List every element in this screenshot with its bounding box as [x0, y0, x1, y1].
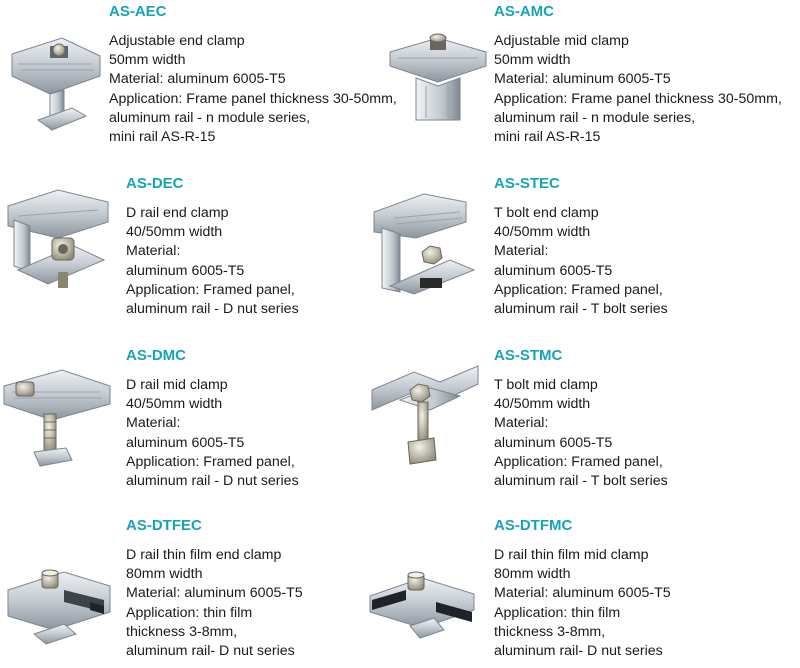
desc-line: Application: thin film [126, 604, 253, 621]
desc-line: aluminum rail - n module series, [109, 109, 311, 126]
desc-line: aluminum 6005-T5 [494, 262, 613, 279]
desc-line: aluminum rail - T bolt series [494, 473, 668, 490]
product-code: AS-STMC [494, 347, 563, 364]
product-code: AS-DMC [126, 347, 186, 364]
desc-line: aluminum rail - D nut series [126, 473, 299, 490]
product-code: AS-AMC [494, 3, 554, 20]
desc-line: Material: aluminum 6005-T5 [494, 71, 671, 88]
desc-line: mini rail AS-R-15 [494, 129, 601, 146]
product-description [494, 204, 668, 319]
desc-line: 40/50mm width [126, 396, 223, 413]
d-rail-mid-clamp-icon [2, 364, 114, 472]
desc-line: Adjustable end clamp [109, 33, 245, 49]
product-description [126, 546, 303, 661]
desc-line: Material: aluminum 6005-T5 [126, 585, 303, 602]
desc-line: D rail mid clamp [126, 377, 228, 393]
desc-line: aluminum rail - D nut series [126, 301, 299, 318]
desc-line: aluminum rail- D nut series [494, 643, 663, 660]
desc-line: 50mm width [494, 52, 571, 69]
desc-line: T bolt end clamp [494, 205, 599, 221]
mid-clamp-icon [386, 24, 490, 134]
desc-line: D rail end clamp [126, 205, 229, 221]
desc-line: 40/50mm width [126, 224, 223, 241]
product-code: AS-AEC [109, 3, 167, 20]
product-description [109, 32, 397, 147]
d-rail-end-clamp-icon [4, 186, 114, 298]
product-description [126, 376, 299, 491]
product-description [494, 32, 782, 147]
product-description [494, 376, 668, 491]
desc-line: 50mm width [109, 52, 186, 69]
product-description [494, 546, 671, 661]
product-description [126, 204, 299, 319]
desc-line: Material: [126, 415, 181, 432]
desc-line: 80mm width [126, 566, 203, 583]
desc-line: aluminum 6005-T5 [126, 434, 245, 451]
thin-film-end-clamp-icon [4, 560, 116, 664]
product-code: AS-STEC [494, 175, 560, 192]
desc-line: aluminum rail - n module series, [494, 109, 696, 126]
desc-line: Material: [126, 243, 181, 260]
desc-line: Material: [494, 415, 549, 432]
desc-line: Material: aluminum 6005-T5 [494, 585, 671, 602]
desc-line: 40/50mm width [494, 224, 591, 241]
t-bolt-mid-clamp-icon [370, 360, 482, 472]
desc-line: T bolt mid clamp [494, 377, 598, 393]
desc-line: 80mm width [494, 566, 571, 583]
desc-line: 40/50mm width [494, 396, 591, 413]
thin-film-mid-clamp-icon [366, 560, 478, 664]
desc-line: aluminum rail - T bolt series [494, 301, 668, 318]
desc-line: Application: Framed panel, [494, 281, 663, 298]
desc-line: mini rail AS-R-15 [109, 129, 216, 146]
desc-line: aluminum 6005-T5 [126, 262, 245, 279]
desc-line: D rail thin film end clamp [126, 547, 282, 563]
desc-line: Application: Framed panel, [126, 453, 295, 470]
desc-line: aluminum 6005-T5 [494, 434, 613, 451]
desc-line: thickness 3-8mm, [494, 623, 606, 640]
desc-line: Application: Frame panel thickness 30-50mm, [494, 90, 782, 107]
desc-line: thickness 3-8mm, [126, 623, 238, 640]
desc-line: Application: Frame panel thickness 30-50mm, [109, 90, 397, 107]
product-code: AS-DTFMC [494, 517, 573, 534]
desc-line: Application: Framed panel, [494, 453, 663, 470]
desc-line: Adjustable mid clamp [494, 33, 629, 49]
desc-line: D rail thin film mid clamp [494, 547, 649, 563]
end-clamp-icon [2, 24, 106, 134]
desc-line: Application: thin film [494, 604, 621, 621]
product-code: AS-DEC [126, 175, 184, 192]
desc-line: Material: aluminum 6005-T5 [109, 71, 286, 88]
product-code: AS-DTFEC [126, 517, 202, 534]
desc-line: Application: Framed panel, [126, 281, 295, 298]
desc-line: aluminum rail- D nut series [126, 643, 295, 660]
desc-line: Material: [494, 243, 549, 260]
t-bolt-end-clamp-icon [370, 188, 480, 300]
